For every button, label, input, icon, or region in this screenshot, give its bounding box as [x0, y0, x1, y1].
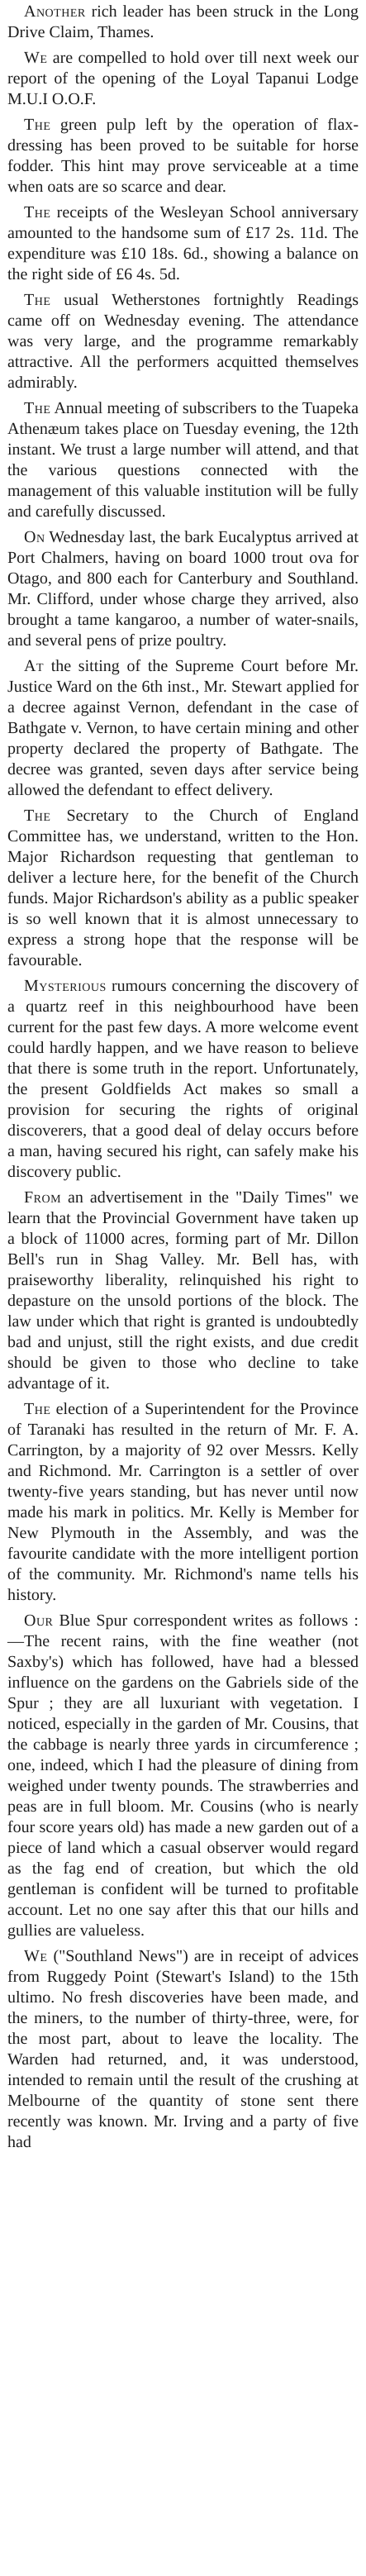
paragraph-text: green pulp left by the operation of flax-dressing has been proved to be suitable for horse fodder. This hint may prove serviceable at a time when oats are so scarce and dear. [7, 116, 359, 196]
news-paragraph [7, 1611, 359, 1941]
paragraph-text: the sitting of the Supreme Court before Mr. Justice Ward on the 6th inst., Mr. Stewart applied for a decree against Vernon, defendant in the case of Bathgate v. Vernon, to have certain mining and other property declared the property of Bathgate. The decree was granted, seven days after service being allowed the defendant to effect delivery. [7, 657, 359, 799]
paragraph-text: receipts of the Wesleyan School anniversary amounted to the handsome sum of £17 2s. 11d. The expenditure was £10 18s. 6d., showing a balance on the right side of £6 4s. 5d. [7, 203, 359, 283]
paragraph-text: Blue Spur correspondent writes as follows :—The recent rains, with the fine weather (not Saxby's) which has followed, have had a blessed influence on the gardens on the Gabriels side of the Spur ; they are all luxuriant with vegetation. I noticed, especially in the garden of Mr. Cousins, that the cabbage is nearly three yards in circumference ; one, indeed, which I had the pleasure of dining from weighed under twenty pounds. The strawberries and peas are in full bloom. Mr. Cousins (who is nearly four score years old) has made a new garden out of a piece of land which a casual observer would regard as the fag end of creation, but which the old gentleman is confident will be turned to profitable account. Let no one say after this that our hills and gullies are valueless. [7, 1612, 359, 1940]
paragraph-lead-word: We [24, 1947, 48, 1965]
paragraph-lead-word: Mysterious [24, 977, 107, 995]
news-paragraph [7, 976, 359, 1183]
paragraph-lead-word: The [24, 399, 51, 417]
news-paragraph [7, 1399, 359, 1606]
news-paragraph [7, 656, 359, 801]
news-paragraph [7, 2, 359, 43]
paragraph-text: rumours concerning the discovery of a quartz reef in this neighbourhood have been current for the past few days. A more welcome event could hardly happen, and we have reason to believe that there is some truth in the report. Unfortunately, the present Goldfields Act makes so small a provision for securing the rights of original discoverers, that a good deal of delay occurs before a man, having secured his right, can safely make his discovery public. [7, 977, 359, 1181]
paragraph-lead-word: Another [24, 2, 86, 21]
paragraph-lead-word: At [24, 657, 44, 675]
paragraph-lead-word: The [24, 1400, 51, 1418]
paragraph-text: Secretary to the Church of England Committee has, we understand, written to the Hon. Major Richardson requesting that gentleman to deliver a lecture here, for the benefit of the Church funds. Major Richardson's ability as a public speaker is so well known that it is almost unnecessary to express a strong hope that the response will be favourable. [7, 807, 359, 969]
paragraph-lead-word: On [24, 528, 45, 546]
news-paragraph [7, 398, 359, 522]
paragraph-text: rich leader has been struck in the Long Drive Claim, Thames. [7, 2, 359, 41]
news-paragraph [7, 527, 359, 651]
paragraph-text: usual Wetherstones fortnightly Readings came off on Wednesday evening. The attendance was very large, and the programme remarkably attractive. All the performers acquitted themselves admirably. [7, 291, 359, 392]
paragraph-text: are compelled to hold over till next week our report of the opening of the Loyal Tapanui Lodge M.U.I O.O.F. [7, 49, 359, 108]
paragraph-lead-word: From [24, 1188, 62, 1207]
paragraph-text: Wednesday last, the bark Eucalyptus arrived at Port Chalmers, having on board 1000 trout ova for Otago, and 800 each for Canterbury and Southland. Mr. Clifford, under whose charge they arrived, also brought a tame kangaroo, a number of water-snails, and several pens of prize poultry. [7, 528, 359, 650]
paragraph-text: Annual meeting of subscribers to the Tuapeka Athenæum takes place on Tuesday evening, the 12th instant. We trust a large number will attend, and that the various questions connected with the management of this valuable institution will be fully and carefully discussed. [7, 399, 359, 521]
news-paragraph [7, 1946, 359, 2153]
news-paragraph [7, 806, 359, 971]
news-paragraph [7, 202, 359, 285]
paragraph-lead-word: We [24, 49, 48, 67]
paragraph-text: ("Southland News") are in receipt of advices from Ruggedy Point (Stewart's Island) to the 15th ultimo. No fresh discoveries have been made, and the miners, to the number of thirty-three, were, for the most part, about to leave the locality. The Warden had returned, and, it was understood, intended to remain until the result of the crushing at Melbourne of the quantity of stone sent there recently was known. Mr. Irving and a party of five had [7, 1947, 359, 2151]
paragraph-lead-word: Our [24, 1612, 54, 1630]
news-paragraph [7, 48, 359, 110]
paragraph-text: an advertisement in the "Daily Times" we learn that the Provincial Government have taken up a block of 11000 acres, forming part of Mr. Dillon Bell's run in Shag Valley. Mr. Bell has, with praiseworthy liberality, relinquished his right to depasture on the unsold portions of the block. The law under which that right is granted is undoubtedly bad and unjust, still the right exists, and due credit should be given to those who decline to take advantage of it. [7, 1188, 359, 1393]
news-paragraph [7, 1188, 359, 1394]
news-paragraph [7, 290, 359, 393]
paragraph-lead-word: The [24, 291, 51, 309]
paragraph-lead-word: The [24, 203, 51, 221]
news-paragraph [7, 115, 359, 198]
paragraph-text: election of a Superintendent for the Province of Taranaki has resulted in the return of Mr. F. A. Carrington, by a majority of 92 over Messrs. Kelly and Richmond. Mr. Carrington is a settler of over twenty-five years standing, but has never until now made his mark in politics. Mr. Kelly is Member for New Plymouth in the Assembly, and was the favourite candidate with the more intelligent portion of the community. Mr. Richmond's name tells his history. [7, 1400, 359, 1604]
paragraph-lead-word: The [24, 807, 51, 825]
paragraph-lead-word: The [24, 116, 51, 134]
